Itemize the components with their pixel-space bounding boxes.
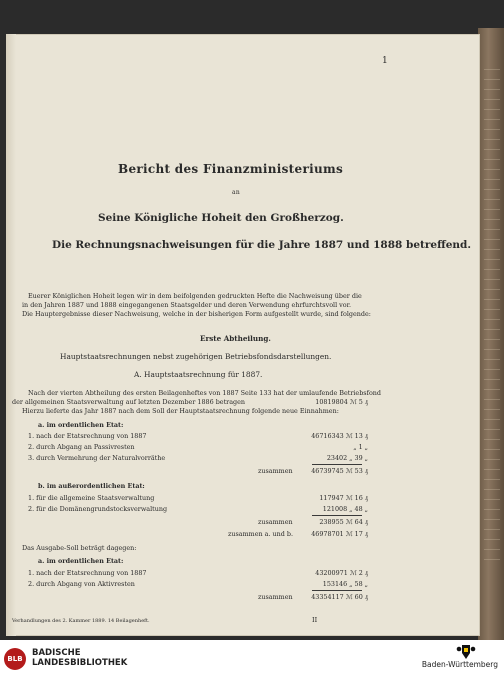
body-line2: der allgemeinen Staatsverwaltung auf letzten Dezember 1886 betragen (12, 398, 246, 406)
ab-total-amount: 46978701 ℳ 17 ₰ (311, 530, 368, 538)
c-row-label: 1. nach der Etatsrechnung von 1887 (28, 569, 147, 577)
b-sum-rule (312, 515, 362, 516)
subsection-title: A. Hauptstaatsrechnung für 1887. (134, 370, 263, 379)
ausgabe-line: Das Ausgabe-Soll beträgt dagegen: (22, 544, 137, 552)
intro-line1: Euerer Königlichen Hoheit legen wir in dem beifolgenden gedruckten Hefte die Nachweisung über die (28, 292, 362, 300)
document-page (6, 34, 480, 636)
b-row-amount: 117947 ℳ 16 ₰ (319, 494, 368, 502)
section-title: Erste Abtheilung. (200, 334, 271, 343)
a-total-amount: 46739745 ℳ 53 ₰ (311, 467, 368, 475)
a-row-label: 3. durch Vermehrung der Naturalvorräthe (28, 454, 166, 462)
intro-line3: Die Hauptergebnisse dieser Nachweisung, welche in der bisherigen Form aufgestellt wurde, sind folgende: (22, 310, 371, 318)
footer-note: Verhandlungen des 2. Kammer 1889. 14 Beilagenheft. (12, 618, 150, 624)
b-heading: b. im außerordentlichen Etat: (38, 482, 145, 490)
intro-line2: in den Jahren 1887 und 1888 eingegangenen Staatsgelder und deren Verwendung ehrfurchtsvoll vor. (22, 301, 352, 309)
a-total-label: zusammen (258, 467, 293, 475)
b-row-label: 2. für die Domänengrundstocksverwaltung (28, 505, 168, 513)
c-row-amount: 153146 „ 58 „ (322, 580, 368, 588)
blb-logo[interactable]: BLB (4, 648, 26, 670)
ab-total-label: zusammen a. und b. (228, 530, 293, 538)
b-total-label: zusammen (258, 518, 293, 526)
c-total-amount: 43354117 ℳ 60 ₰ (311, 593, 368, 601)
c-heading: a. im ordentlichen Etat: (38, 557, 124, 565)
c-sum-rule (312, 590, 362, 591)
a-heading: a. im ordentlichen Etat: (38, 421, 124, 429)
a-row-amount: „ 1 „ (353, 443, 368, 451)
title-an: an (232, 189, 241, 196)
state-name[interactable]: Baden-Württemberg (421, 660, 498, 669)
body-line1: Nach der vierten Abtheilung des ersten Beilagenheftes von 1887 Seite 133 hat der umlaufende Betriebsfond (28, 389, 382, 397)
state-crest-icon (454, 644, 478, 660)
signature-mark: II (312, 616, 318, 624)
b-total-amount: 238955 ℳ 64 ₰ (319, 518, 368, 526)
page-number: 1 (382, 56, 388, 66)
c-row-label: 2. durch Abgang von Aktivresten (28, 580, 135, 588)
c-total-label: zusammen (258, 593, 293, 601)
b-row-amount: 121008 „ 48 „ (322, 505, 368, 513)
library-name[interactable] (32, 648, 127, 668)
title-line1: Bericht des Finanzministeriums (118, 162, 344, 176)
a-row-label: 2. durch Abgang an Passivresten (28, 443, 135, 451)
a-row-amount: 23402 „ 39 „ (326, 454, 368, 462)
library-name-line2: LANDESBIBLIOTHEK (32, 658, 128, 668)
section-subtitle: Hauptstaatsrechnungen nebst zugehörigen Betriebsfondsdarstellungen. (60, 352, 332, 361)
a-row-amount: 46716343 ℳ 13 ₰ (311, 432, 368, 440)
page-fold-shadow (6, 34, 16, 636)
body-line3: Hierzu lieferte das Jahr 1887 nach dem Soll der Hauptstaatsrechnung folgende neue Einnahmen: (22, 407, 339, 415)
a-sum-rule (312, 464, 362, 465)
body-amount: 10819804 ℳ 5 ₰ (315, 398, 368, 406)
c-row-amount: 43200971 ℳ 2 ₰ (315, 569, 368, 577)
a-row-label: 1. nach der Etatsrechnung von 1887 (28, 432, 147, 440)
library-name-line1: BADISCHE (32, 648, 81, 658)
b-row-label: 1. für die allgemeine Staatsverwaltung (28, 494, 155, 502)
title-line3: Die Rechnungsnachweisungen für die Jahre 1887 und 1888 betreffend. (52, 239, 472, 251)
title-line2: Seine Königliche Hoheit den Großherzog. (98, 212, 344, 224)
book-edge-lines (484, 60, 500, 560)
